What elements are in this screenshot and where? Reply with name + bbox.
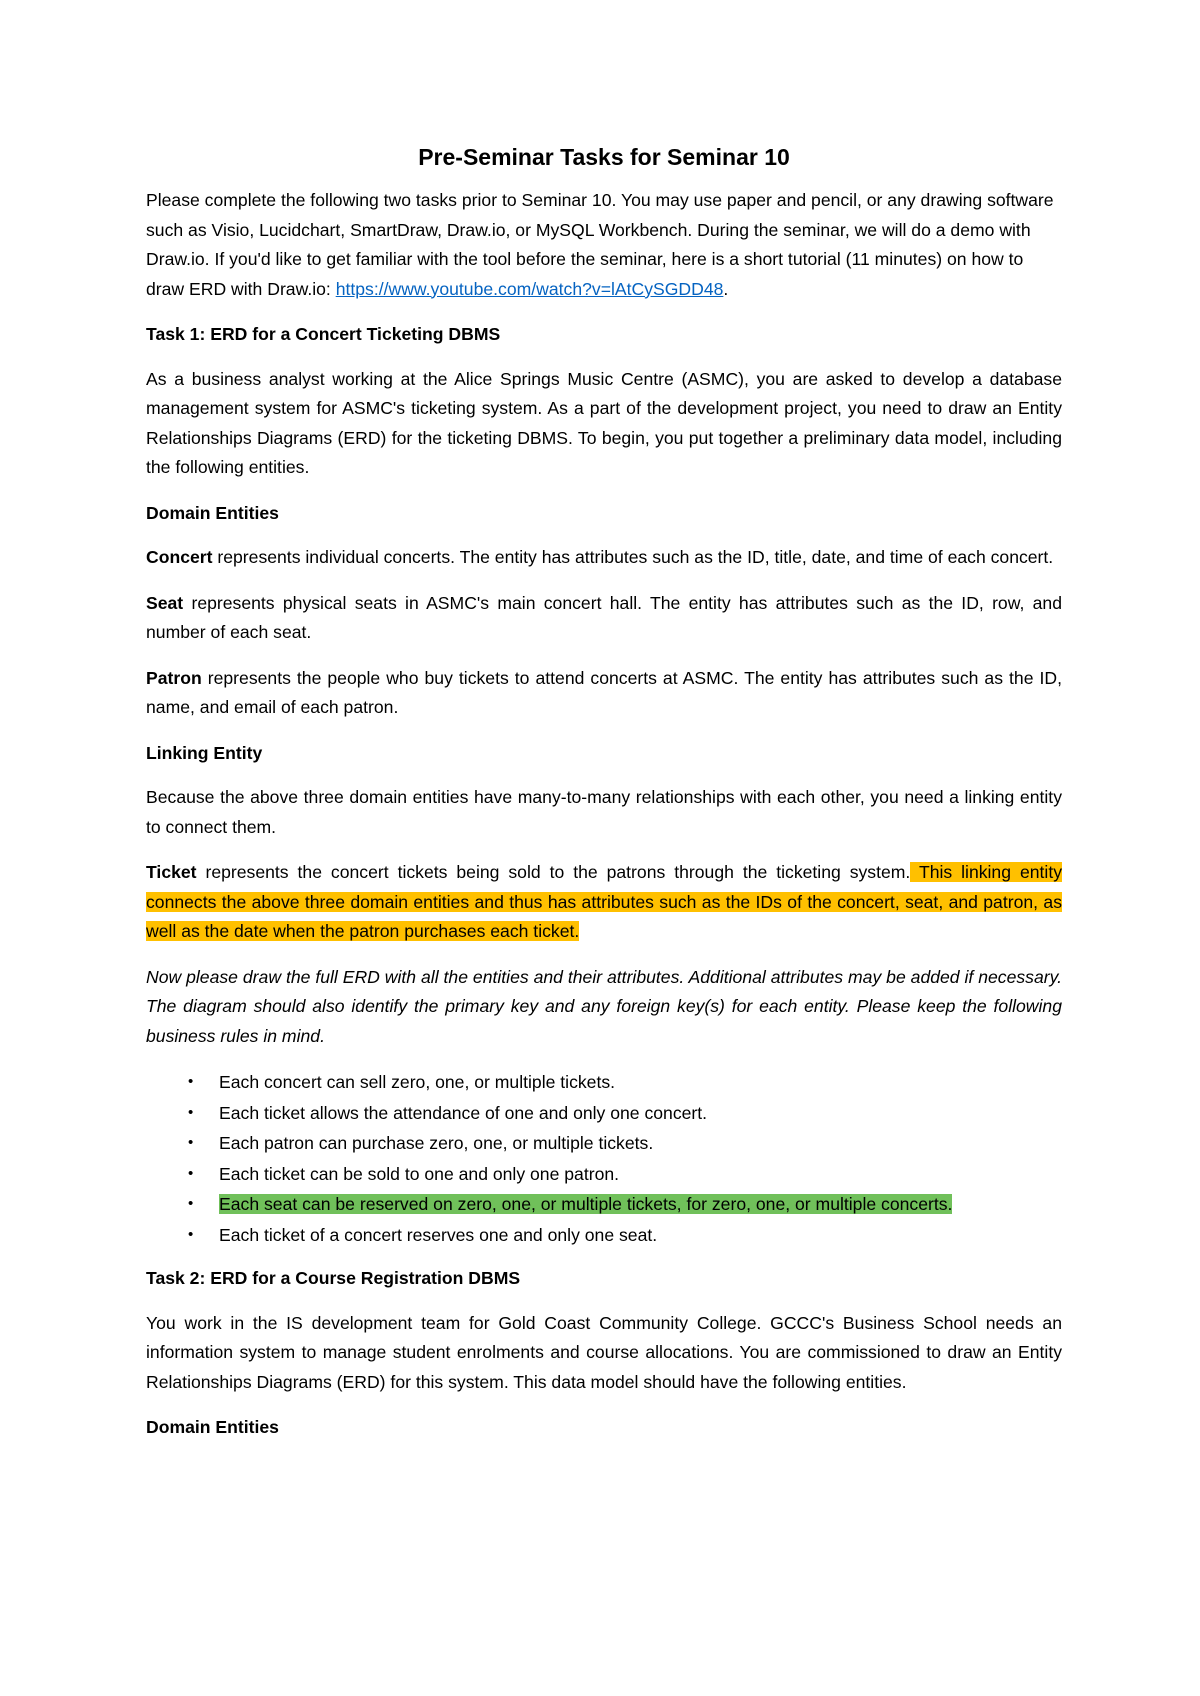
task1-intro: As a business analyst working at the Alice Springs Music Centre (ASMC), you are asked to develop a database management system for ASMC's ticketing system. As a part of the development project, you need to draw an Entity Relationships Diagrams (ERD) for the ticketing DBMS. To begin, you put together a preliminary data model, including the following entities.: [146, 368, 1062, 477]
ticket-entity-name: Ticket: [146, 862, 197, 882]
task1-heading: Task 1: ERD for a Concert Ticketing DBMS: [146, 324, 501, 344]
bullet-icon: •: [188, 1073, 194, 1090]
task1-domain-heading: Domain Entities: [146, 502, 279, 523]
concert-entity-text: represents individual concerts. The entity has attributes such as the ID, title, date, and time of each concert.: [212, 547, 1054, 567]
linking-entity-heading: Linking Entity: [146, 742, 263, 763]
task2-intro: You work in the IS development team for Gold Coast Community College. GCCC's Business School needs an information system to manage student enrolments and course allocations. You are commissioned to draw an Entity Relationships Diagrams (ERD) for this system. This data model should have the following entities.: [146, 1312, 1062, 1392]
bullet-icon: •: [188, 1103, 194, 1121]
concert-entity-name: Concert: [146, 547, 213, 567]
seat-entity-text: represents physical seats in ASMC's main concert hall. The entity has attributes such as the ID, row, and number of each seat.: [146, 592, 1062, 642]
business-rule-text: Each ticket of a concert reserves one and only one seat.: [219, 1224, 658, 1245]
business-rules-list: [146, 1067, 1062, 1250]
concert-entity-description: [146, 543, 1062, 573]
business-rule-text: Each patron can purchase zero, one, or multiple tickets.: [219, 1133, 654, 1153]
business-rule-text: Each concert can sell zero, one, or multiple tickets.: [219, 1072, 616, 1092]
bullet-icon: •: [188, 1134, 194, 1151]
business-rule: [146, 1098, 1062, 1129]
task2-domain-heading: Domain Entities: [146, 1417, 279, 1437]
business-rule: [146, 1189, 1062, 1220]
business-rule: [146, 1220, 1062, 1251]
patron-entity-description: [146, 664, 1062, 723]
seat-entity-name: Seat: [146, 592, 184, 613]
ticket-entity-description: [146, 858, 1062, 947]
patron-entity-name: Patron: [146, 667, 202, 688]
bullet-icon: •: [188, 1164, 194, 1182]
linking-entity-intro: Because the above three domain entities have many-to-many relationships with each other, you need a linking entity to connect them.: [146, 787, 1062, 837]
patron-entity-text: represents the people who buy tickets to attend concerts at ASMC. The entity has attributes such as the ID, name, and email of each patron.: [146, 667, 1062, 717]
task1-instructions: Now please draw the full ERD with all the entities and their attributes. Additional attributes may be added if necessary. The diagram should also identify the primary key and any foreign key(s) for each entity. Please keep the following business rules in mind.: [146, 966, 1062, 1046]
business-rule: [146, 1067, 1062, 1098]
business-rule: [146, 1128, 1062, 1159]
business-rule-text: Each ticket can be sold to one and only one patron.: [219, 1163, 620, 1184]
bullet-icon: •: [188, 1225, 194, 1243]
ticket-entity-text: represents the concert tickets being sold to the patrons through the ticketing system.: [196, 862, 911, 882]
business-rule-text: Each ticket allows the attendance of one and only one concert.: [219, 1102, 708, 1123]
intro-link-suffix: .: [723, 278, 729, 299]
ticket-entity-highlight: This linking entity connects the above three domain entities and thus has attributes such as the IDs of the concert, seat, and patron, as well as the date when the patron purchases each ticket.: [146, 862, 1062, 941]
business-rule-text-highlighted: Each seat can be reserved on zero, one, or multiple tickets, for zero, one, or multiple concerts.: [219, 1194, 953, 1214]
business-rule: [146, 1159, 1062, 1190]
task2-heading: Task 2: ERD for a Course Registration DBMS: [146, 1268, 521, 1288]
intro-text: Please complete the following two tasks prior to Seminar 10. You may use paper and pencil, or any drawing software such as Visio, Lucidchart, SmartDraw, Draw.io, or MySQL Workbench. During the seminar, we will do a demo with Draw.io. If you'd like to get familiar with the tool before the seminar, here is a short tutorial (11 minutes) on how to draw ERD with Draw.io:: [146, 190, 1054, 299]
bullet-icon: •: [188, 1195, 194, 1212]
intro-paragraph: [146, 186, 1062, 304]
tutorial-link[interactable]: https://www.youtube.com/watch?v=lAtCySGDD48: [335, 278, 724, 299]
page-title: Pre-Seminar Tasks for Seminar 10: [418, 144, 790, 170]
seat-entity-description: [146, 589, 1062, 648]
